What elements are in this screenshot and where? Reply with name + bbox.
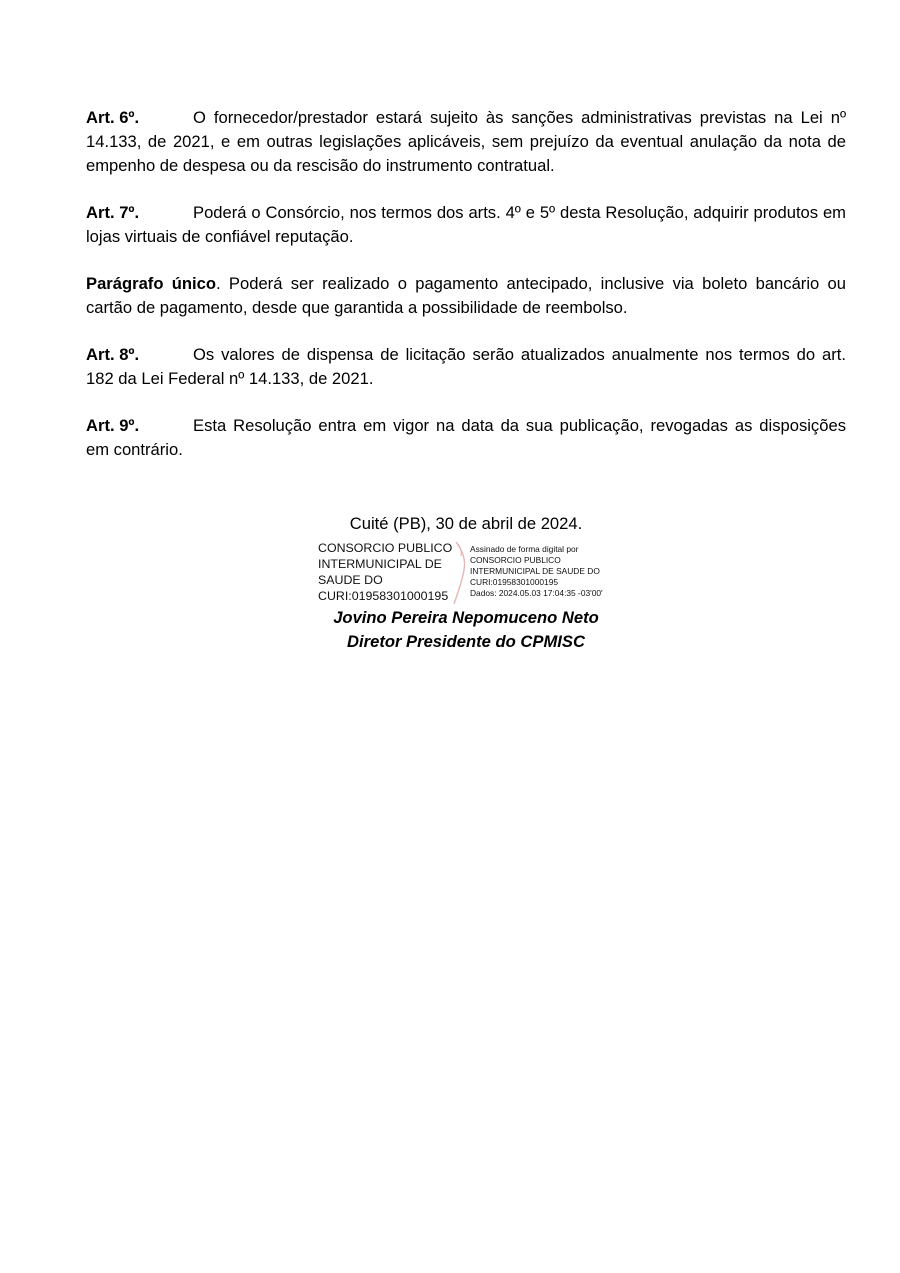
article-label: Art. 9º. <box>86 416 140 435</box>
signer-entity-line: SAUDE DO <box>318 573 383 587</box>
signature-detail-line: Dados: 2024.05.03 17:04:35 -03'00' <box>470 588 603 598</box>
article-label: Art. 6º. <box>86 108 140 127</box>
signer-title: Diretor Presidente do CPMISC <box>347 632 585 651</box>
articles-section <box>86 106 846 485</box>
signer-entity-line: CURI:01958301000195 <box>318 589 449 603</box>
article-text: Os valores de dispensa de licitação serão atualizados anualmente nos termos do art. 182 da Lei Federal nº 14.133, de 2021. <box>86 345 846 388</box>
article-label: Art. 7º. <box>86 203 140 222</box>
signer-entity-line: INTERMUNICIPAL DE <box>318 557 442 571</box>
signature-detail-line: CONSORCIO PUBLICO <box>470 555 561 565</box>
signature-details <box>470 544 620 599</box>
paragraph-label: Parágrafo único <box>86 274 217 293</box>
place-date: Cuité (PB), 30 de abril de 2024. <box>349 514 583 533</box>
article-6 <box>86 106 846 178</box>
article-text: O fornecedor/prestador estará sujeito às sanções administrativas previstas na Lei nº 14.133, de 2021, e em outras legislações aplicáveis, sem prejuízo da eventual anulação da nota de empenho de despesa ou da rescisão do instrumento contratual. <box>86 108 846 175</box>
signature-detail-line: CURI:01958301000195 <box>470 577 559 587</box>
signer-entity-line: CONSORCIO PUBLICO <box>318 541 453 555</box>
signature-block <box>0 512 900 654</box>
signature-detail-line: Assinado de forma digital por <box>470 544 579 554</box>
signer-name: Jovino Pereira Nepomuceno Neto <box>333 608 599 627</box>
article-text: Esta Resolução entra em vigor na data da sua publicação, revogadas as disposições em contrário. <box>86 416 846 459</box>
paragrafo-unico <box>86 272 846 320</box>
signature-detail-line: INTERMUNICIPAL DE SAUDE DO <box>470 566 600 576</box>
paragraph-text: . Poderá ser realizado o pagamento antecipado, inclusive via boleto bancário ou cartão de pagamento, desde que garantida a possibilidade de reembolso. <box>86 274 846 317</box>
article-9 <box>86 414 846 462</box>
signer-entity <box>318 540 463 604</box>
article-label: Art. 8º. <box>86 345 140 364</box>
article-8 <box>86 343 846 391</box>
article-7 <box>86 201 846 249</box>
digital-signature <box>318 540 618 606</box>
article-text: Poderá o Consórcio, nos termos dos arts. 4º e 5º desta Resolução, adquirir produtos em lojas virtuais de confiável reputação. <box>86 203 846 246</box>
